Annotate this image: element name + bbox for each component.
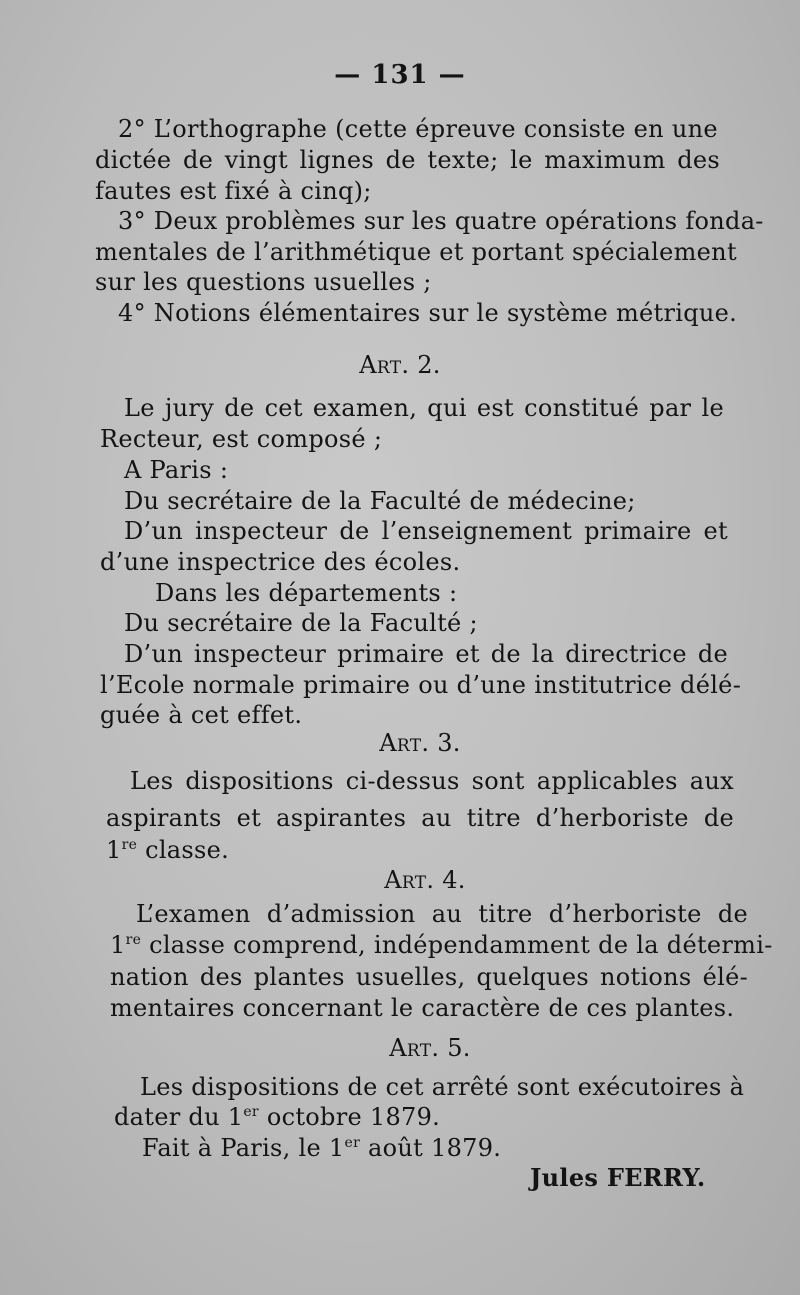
ordinal-superscript: er (344, 1135, 361, 1151)
line-prefix: Fait à Paris, le 1 (142, 1134, 345, 1162)
signature: Jules FERRY. (530, 1163, 706, 1192)
text-line: d’une inspectrice des écoles. (100, 548, 461, 576)
line-suffix: octobre 1879. (258, 1103, 441, 1131)
text-line: D’un inspecteur primaire et de la directrice de (124, 640, 728, 668)
text-line: nation des plantes usuelles, quelques notions élé- (110, 963, 748, 991)
text-line: Du secrétaire de la Faculté ; (124, 609, 478, 637)
article-heading: Art. 4. (384, 866, 466, 894)
text-line: mentaires concernant le caractère de ces plantes. (110, 994, 735, 1022)
text-line: 3° Deux problèmes sur les quatre opérations fonda- (118, 207, 764, 235)
line-prefix: 1 (110, 931, 126, 959)
text-line: fautes est fixé à cinq); (95, 177, 372, 205)
text-line: guée à cet effet. (100, 701, 303, 729)
line-suffix: août 1879. (360, 1134, 502, 1162)
page-number: — 131 — (334, 60, 466, 90)
text-line (106, 835, 229, 865)
text-line: 4° Notions élémentaires sur le système métrique. (118, 299, 738, 327)
text-line: D’un inspecteur de l’enseignement primaire et (124, 517, 728, 545)
text-line: dictée de vingt lignes de texte; le maximum des (95, 146, 720, 174)
text-line: Les dispositions de cet arrêté sont exécutoires à (140, 1073, 745, 1101)
text-line: Dans les départements : (155, 579, 458, 607)
ordinal-superscript: er (243, 1104, 259, 1120)
line-prefix: dater du 1 (114, 1103, 244, 1131)
line-suffix: classe comprend, indépendamment de la détermi- (141, 931, 773, 959)
ordinal-superscript: re (121, 837, 138, 853)
article-heading: Art. 2. (359, 351, 441, 379)
ordinal-superscript: re (125, 932, 142, 948)
line-prefix: 1 (106, 836, 122, 864)
text-line: L’examen d’admission au titre d’herboriste de (136, 900, 748, 928)
text-line: aspirants et aspirantes au titre d’herboriste de (106, 804, 734, 832)
text-line: Les dispositions ci-dessus sont applicables aux (130, 767, 734, 795)
text-line: l’Ecole normale primaire ou d’une institutrice délé- (100, 671, 742, 699)
text-line (142, 1133, 501, 1163)
text-line: Du secrétaire de la Faculté de médecine; (124, 487, 636, 515)
text-line: mentales de l’arithmétique et portant spécialement (95, 238, 737, 266)
line-suffix: classe. (137, 836, 230, 864)
article-heading: Art. 5. (389, 1034, 471, 1062)
text-line (114, 1102, 440, 1132)
text-line: A Paris : (124, 456, 229, 484)
text-line (110, 930, 773, 960)
text-line: Recteur, est composé ; (100, 425, 383, 453)
text-line: Le jury de cet examen, qui est constitué par le (124, 394, 724, 422)
text-line: 2° L’orthographe (cette épreuve consiste en une (118, 115, 718, 143)
article-heading: Art. 3. (379, 729, 461, 757)
text-line: sur les questions usuelles ; (95, 268, 432, 296)
